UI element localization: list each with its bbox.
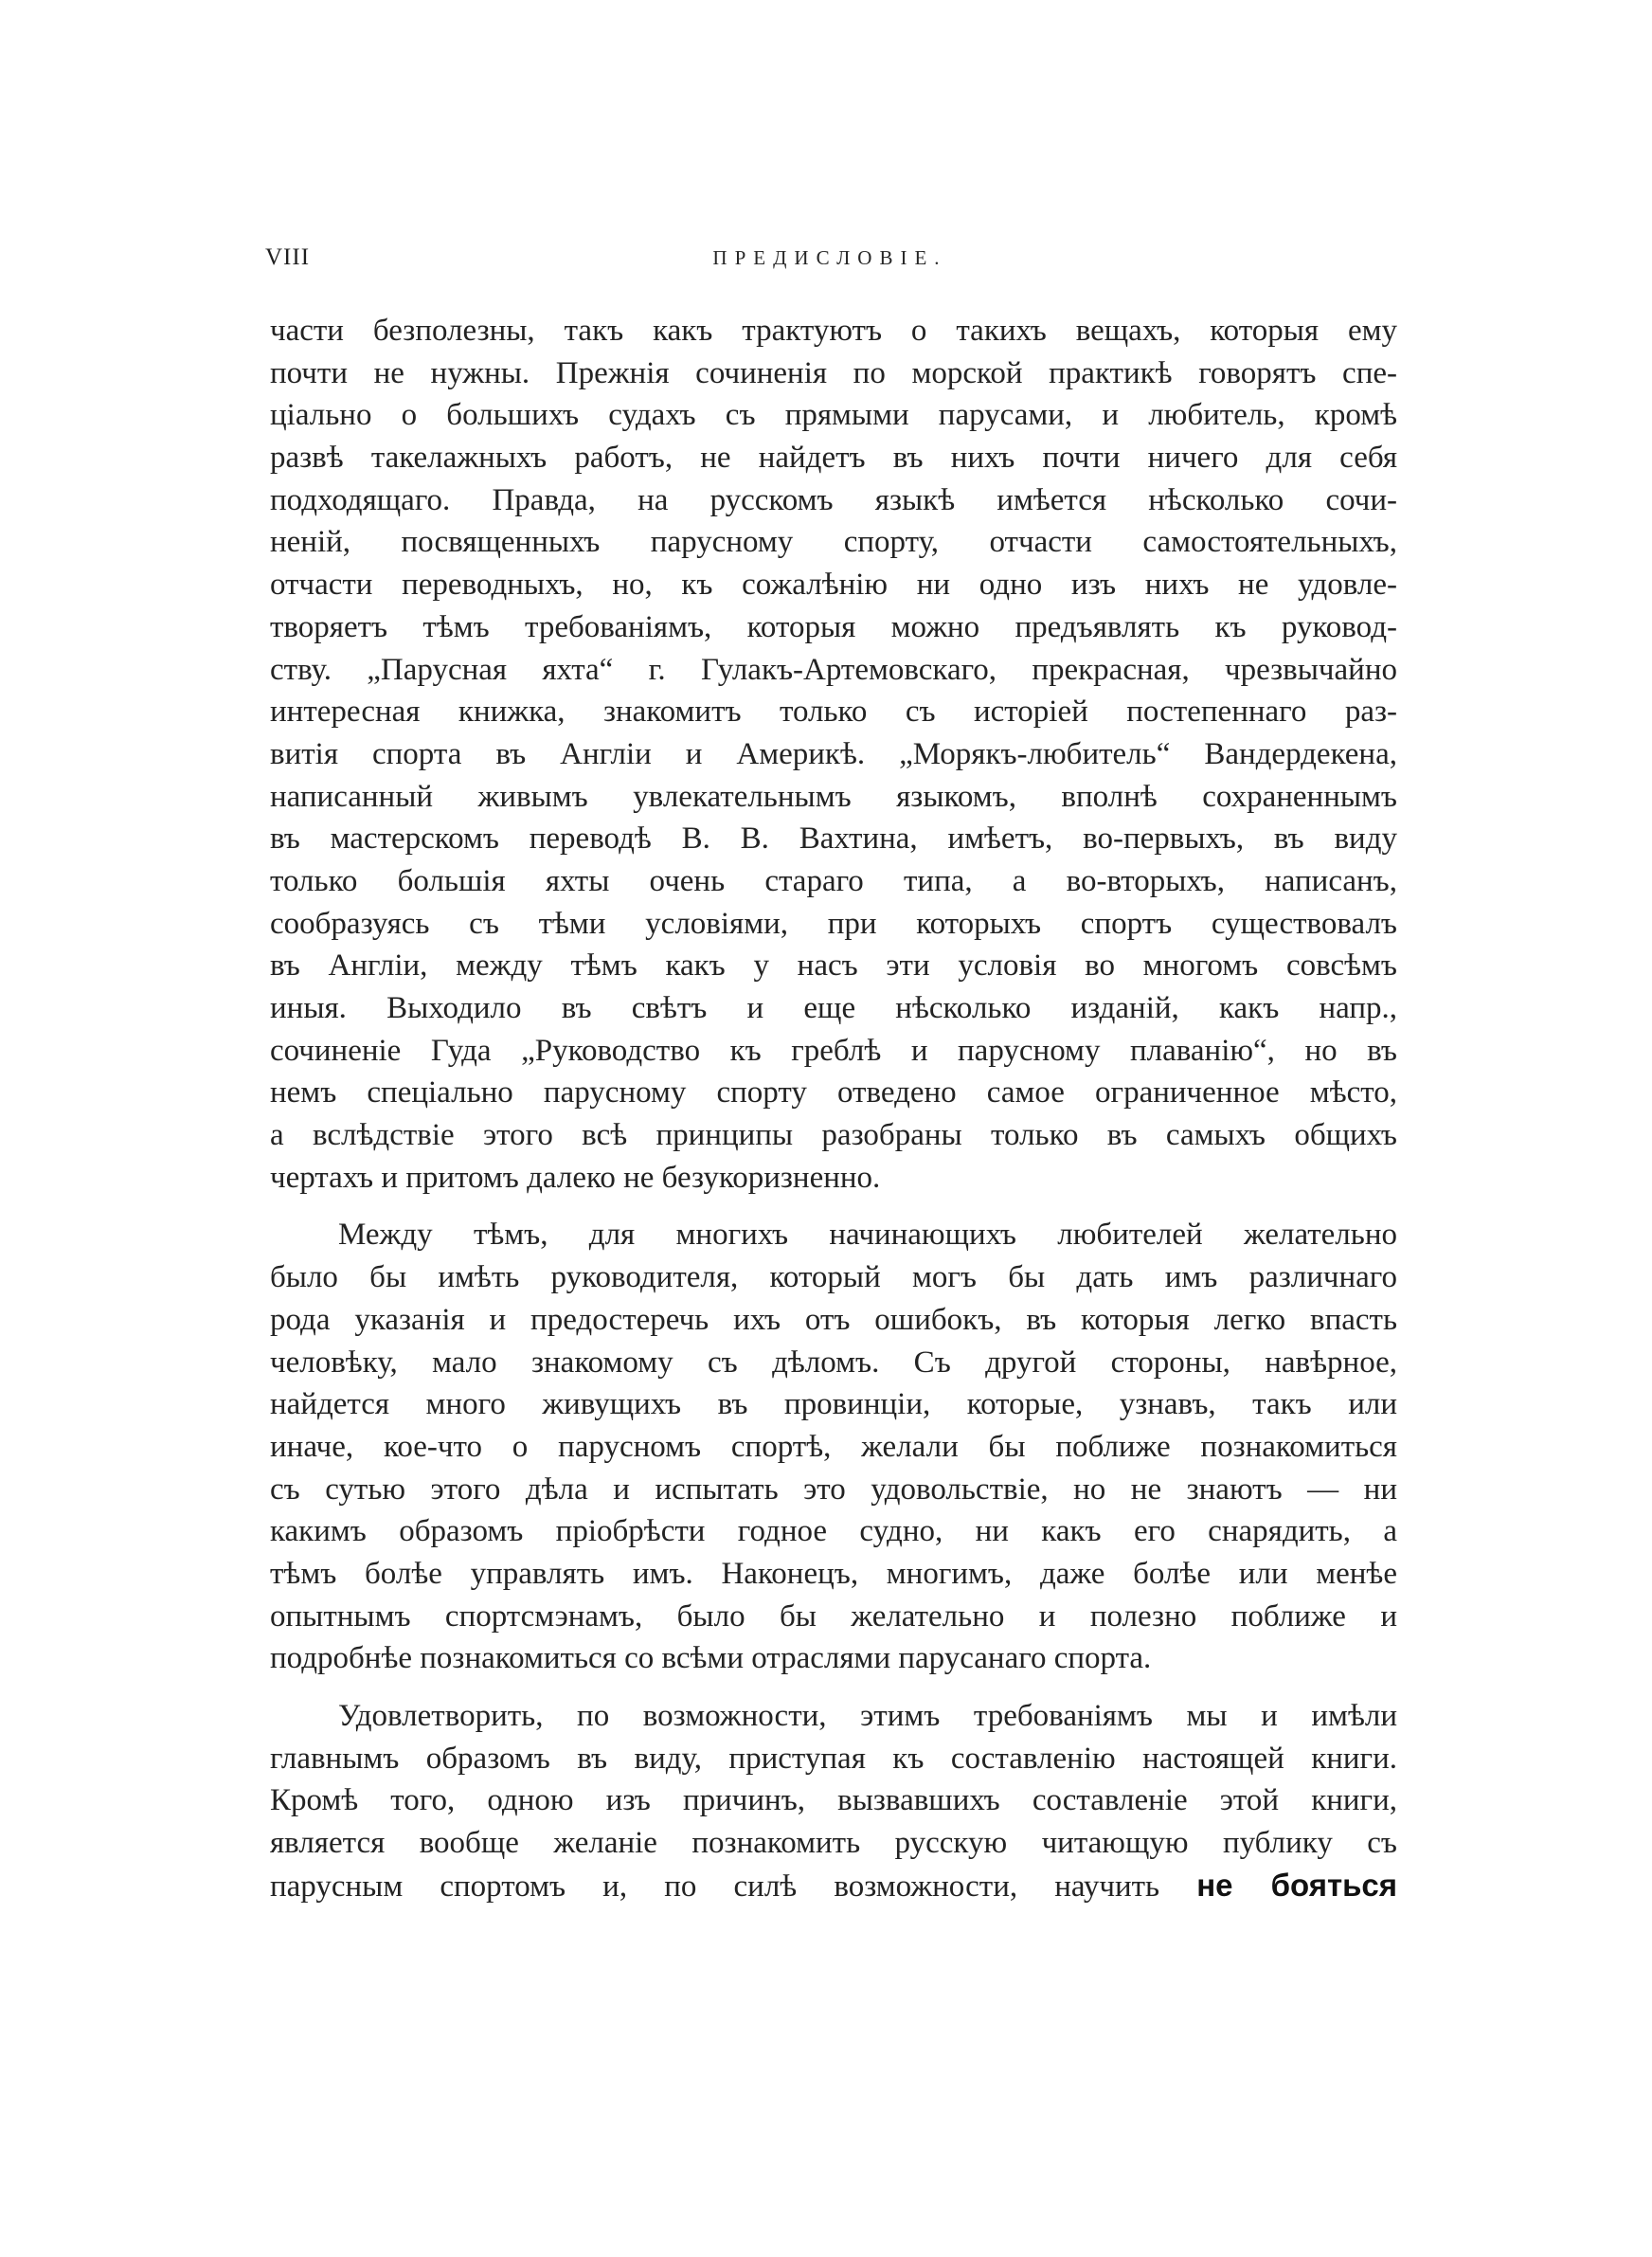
paragraph-1: [270, 310, 1397, 1199]
page-header: [265, 244, 1394, 282]
text-line: сочиненіе Гуда „Руководство къ греблѣ и парусному плаванію“, но въ: [270, 1033, 1397, 1068]
text-line: какимъ образомъ пріобрѣсти годное судно, ни какъ его снарядить, а: [270, 1514, 1397, 1549]
paragraph-gap: [270, 1199, 1397, 1214]
text-line: развѣ такелажныхъ работъ, не найдетъ въ нихъ почти ничего для себя: [270, 441, 1397, 476]
text-line: тѣмъ болѣе управлять имъ. Наконецъ, многимъ, даже болѣе или менѣе: [270, 1556, 1397, 1591]
text-line: сообразуясь съ тѣми условіями, при которыхъ спортъ существовалъ: [270, 906, 1397, 941]
text-line: главнымъ образомъ въ виду, приступая къ составленію настоящей книги.: [270, 1741, 1397, 1776]
text-line: рода указанія и предостеречь ихъ отъ ошибокъ, въ которыя легко впасть: [270, 1302, 1397, 1337]
text-line: ству. „Парусная яхта“ г. Гулакъ-Артемовскаго, прекрасная, чрезвычайно: [270, 652, 1397, 687]
text-line: отчасти переводныхъ, но, къ сожалѣнію ни одно изъ нихъ не удовле-: [270, 568, 1397, 603]
text-line: почти не нужны. Прежнія сочиненія по морской практикѣ говорятъ спе-: [270, 355, 1397, 390]
text-line: витія спорта въ Англіи и Америкѣ. „Морякъ-любитель“ Вандердекена,: [270, 736, 1397, 771]
text-line-last: [270, 1865, 1397, 1907]
text-line: интересная книжка, знакомитъ только съ исторіей постепеннаго раз-: [270, 695, 1397, 730]
text-line: иныя. Выходило въ свѣтъ и еще нѣсколько изданій, какъ напр.,: [270, 991, 1397, 1025]
text-line: Между тѣмъ, для многихъ начинающихъ любителей желательно: [338, 1218, 1397, 1253]
text-line: является вообще желаніе познакомить русскую читающую публику съ: [270, 1826, 1397, 1861]
text-line: чертахъ и притомъ далеко не безукоризненно.: [270, 1160, 881, 1195]
text-line: подходящаго. Правда, на русскомъ языкѣ имѣется нѣсколько сочи-: [270, 482, 1397, 517]
text-line-start: парусным спортомъ и, по силѣ возможности, научить: [270, 1869, 1160, 1904]
text-line: въ мастерскомъ переводѣ В. В. Вахтина, имѣетъ, во-первыхъ, въ виду: [270, 822, 1397, 857]
text-line: немъ спеціально парусному спорту отведено самое ограниченное мѣсто,: [270, 1075, 1397, 1110]
text-line: въ Англіи, между тѣмъ какъ у насъ эти условія во многомъ совсѣмъ: [270, 948, 1397, 984]
body-text: [270, 310, 1397, 1906]
page-number: VIII: [265, 244, 311, 270]
bold-phrase: не бояться: [1196, 1867, 1397, 1903]
text-line: иначе, кое-что о парусномъ спортѣ, желали бы поближе познакомиться: [270, 1429, 1397, 1464]
text-line: человѣку, мало знакомому съ дѣломъ. Съ другой стороны, навѣрное,: [270, 1345, 1397, 1380]
text-line: подробнѣе познакомиться со всѣми отраслями парусанаго спорта.: [270, 1641, 1152, 1676]
text-line: части безполезны, такъ какъ трактуютъ о такихъ вещахъ, которыя ему: [270, 314, 1397, 348]
paragraph-3: [270, 1695, 1397, 1906]
text-line: написанный живымъ увлекательнымъ языкомъ, вполнѣ сохраненнымъ: [270, 779, 1397, 814]
text-line: только большія яхты очень стараго типа, а во-вторыхъ, написанъ,: [270, 863, 1397, 898]
text-line: съ сутью этого дѣла и испытать это удовольствіе, но не знаютъ — ни: [270, 1472, 1397, 1507]
text-line: Кромѣ того, одною изъ причинъ, вызвавшихъ составленіе этой книги,: [270, 1783, 1397, 1818]
text-line: а вслѣдствіе этого всѣ принципы разобраны только въ самыхъ общихъ: [270, 1118, 1397, 1153]
text-line: было бы имѣть руководителя, который могъ бы дать имъ различнаго: [270, 1260, 1397, 1295]
text-line: Удовлетворить, по возможности, этимъ требованіямъ мы и имѣли: [338, 1699, 1397, 1733]
running-title: ПРЕДИСЛОВІЕ.: [712, 246, 947, 269]
text-line: ціально о большихъ судахъ съ прямыми парусами, и любитель, кромѣ: [270, 398, 1397, 433]
text-line: неній, посвященныхъ парусному спорту, отчасти самостоятельныхъ,: [270, 525, 1397, 560]
paragraph-gap: [270, 1680, 1397, 1695]
text-line: творяетъ тѣмъ требованіямъ, которыя можно предъявлять къ руковод-: [270, 609, 1397, 644]
paragraph-2: [270, 1214, 1397, 1680]
text-line: опытнымъ спортсмэнамъ, было бы желательно и полезно поближе и: [270, 1598, 1397, 1634]
text-line: найдется много живущихъ въ провинціи, которые, узнавъ, такъ или: [270, 1387, 1397, 1422]
